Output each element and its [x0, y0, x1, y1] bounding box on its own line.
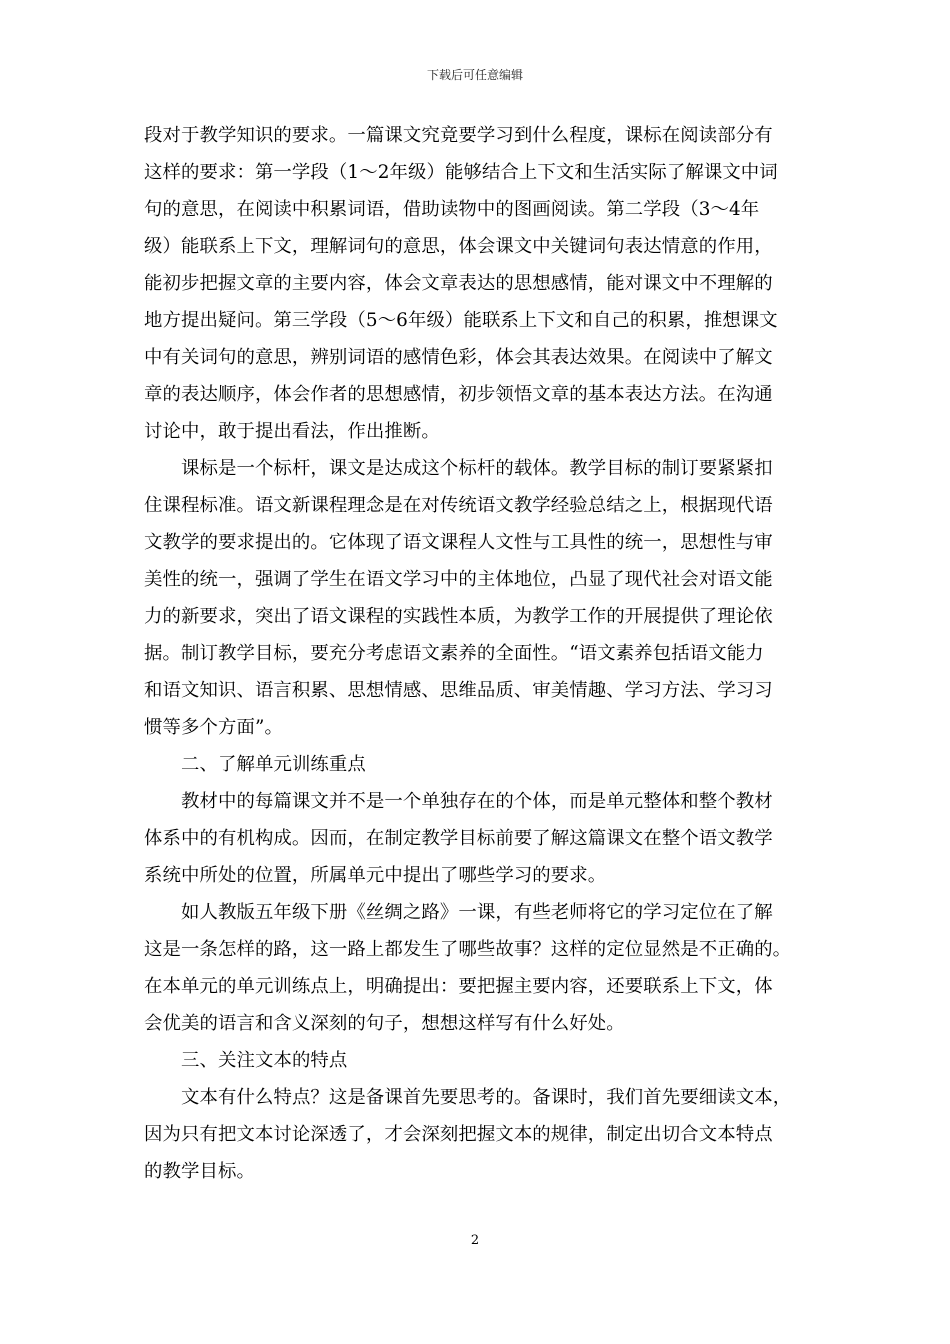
- text-line: 据。制订教学目标，要充分考虑语文素养的全面性。“语文素养包括语文能力: [144, 643, 764, 664]
- text-line: 讨论中，敢于提出看法，作出推断。: [144, 421, 440, 442]
- text-line: 体系中的有机构成。因而，在制定教学目标前要了解这篇课文在整个语文教学: [144, 828, 773, 849]
- text-line: 句的意思，在阅读中积累词语，借助读物中的图画阅读。第二学段（3～4年: [144, 199, 760, 220]
- text-line: 住课程标准。语文新课程理念是在对传统语文教学经验总结之上，根据现代语: [144, 495, 773, 516]
- text-line: 在本单元的单元训练点上，明确提出：要把握主要内容，还要联系上下文，体: [144, 976, 773, 997]
- page-number: 2: [470, 1233, 480, 1248]
- text-line: 会优美的语言和含义深刻的句子，想想这样写有什么好处。: [144, 1013, 625, 1034]
- text-line: 段对于教学知识的要求。一篇课文究竟要学习到什么程度，课标在阅读部分有: [144, 125, 773, 146]
- text-line: 三、关注文本的特点: [181, 1050, 348, 1071]
- text-line: 力的新要求，突出了语文课程的实践性本质，为教学工作的开展提供了理论依: [144, 606, 773, 627]
- text-line: 的教学目标。: [144, 1161, 255, 1182]
- text-line: 文本有什么特点？这是备课首先要思考的。备课时，我们首先要细读文本，: [181, 1087, 792, 1108]
- text-line: 文教学的要求提出的。它体现了语文课程人文性与工具性的统一，思想性与审: [144, 532, 773, 553]
- text-line: 这是一条怎样的路，这一路上都发生了哪些故事？这样的定位显然是不正确的。: [144, 939, 792, 960]
- text-line: 地方提出疑问。第三学段（5～6年级）能联系上下文和自己的积累，推想课文: [144, 310, 778, 331]
- text-line: 章的表达顺序，体会作者的思想感情，初步领悟文章的基本表达方法。在沟通: [144, 384, 773, 405]
- text-line: 美性的统一，强调了学生在语文学习中的主体地位，凸显了现代社会对语文能: [144, 569, 773, 590]
- text-line: 因为只有把文本讨论深透了，才会深刻把握文本的规律，制定出切合文本特点: [144, 1124, 773, 1145]
- text-line: 和语文知识、语言积累、思想情感、思维品质、审美情趣、学习方法、学习习: [144, 680, 773, 701]
- text-line: 教材中的每篇课文并不是一个单独存在的个体，而是单元整体和整个教材: [181, 791, 773, 812]
- document-body: [144, 122, 808, 1195]
- text-line: 如人教版五年级下册《丝绸之路》一课，有些老师将它的学习定位在了解: [181, 902, 773, 923]
- text-line: 级）能联系上下文，理解词句的意思，体会课文中关键词句表达情意的作用，: [144, 236, 773, 257]
- text-line: 二、了解单元训练重点: [181, 754, 366, 775]
- text-line: 中有关词句的意思，辨别词语的感情色彩，体会其表达效果。在阅读中了解文: [144, 347, 773, 368]
- page-header: 下载后可任意编辑: [426, 68, 523, 82]
- text-line: 课标是一个标杆，课文是达成这个标杆的载体。教学目标的制订要紧紧扣: [181, 458, 773, 479]
- text-line: 能初步把握文章的主要内容，体会文章表达的思想感情，能对课文中不理解的: [144, 273, 773, 294]
- text-line: 惯等多个方面”。: [144, 717, 283, 738]
- text-line: 这样的要求：第一学段（1～2年级）能够结合上下文和生活实际了解课文中词: [144, 162, 778, 183]
- text-line: 系统中所处的位置，所属单元中提出了哪些学习的要求。: [144, 865, 607, 886]
